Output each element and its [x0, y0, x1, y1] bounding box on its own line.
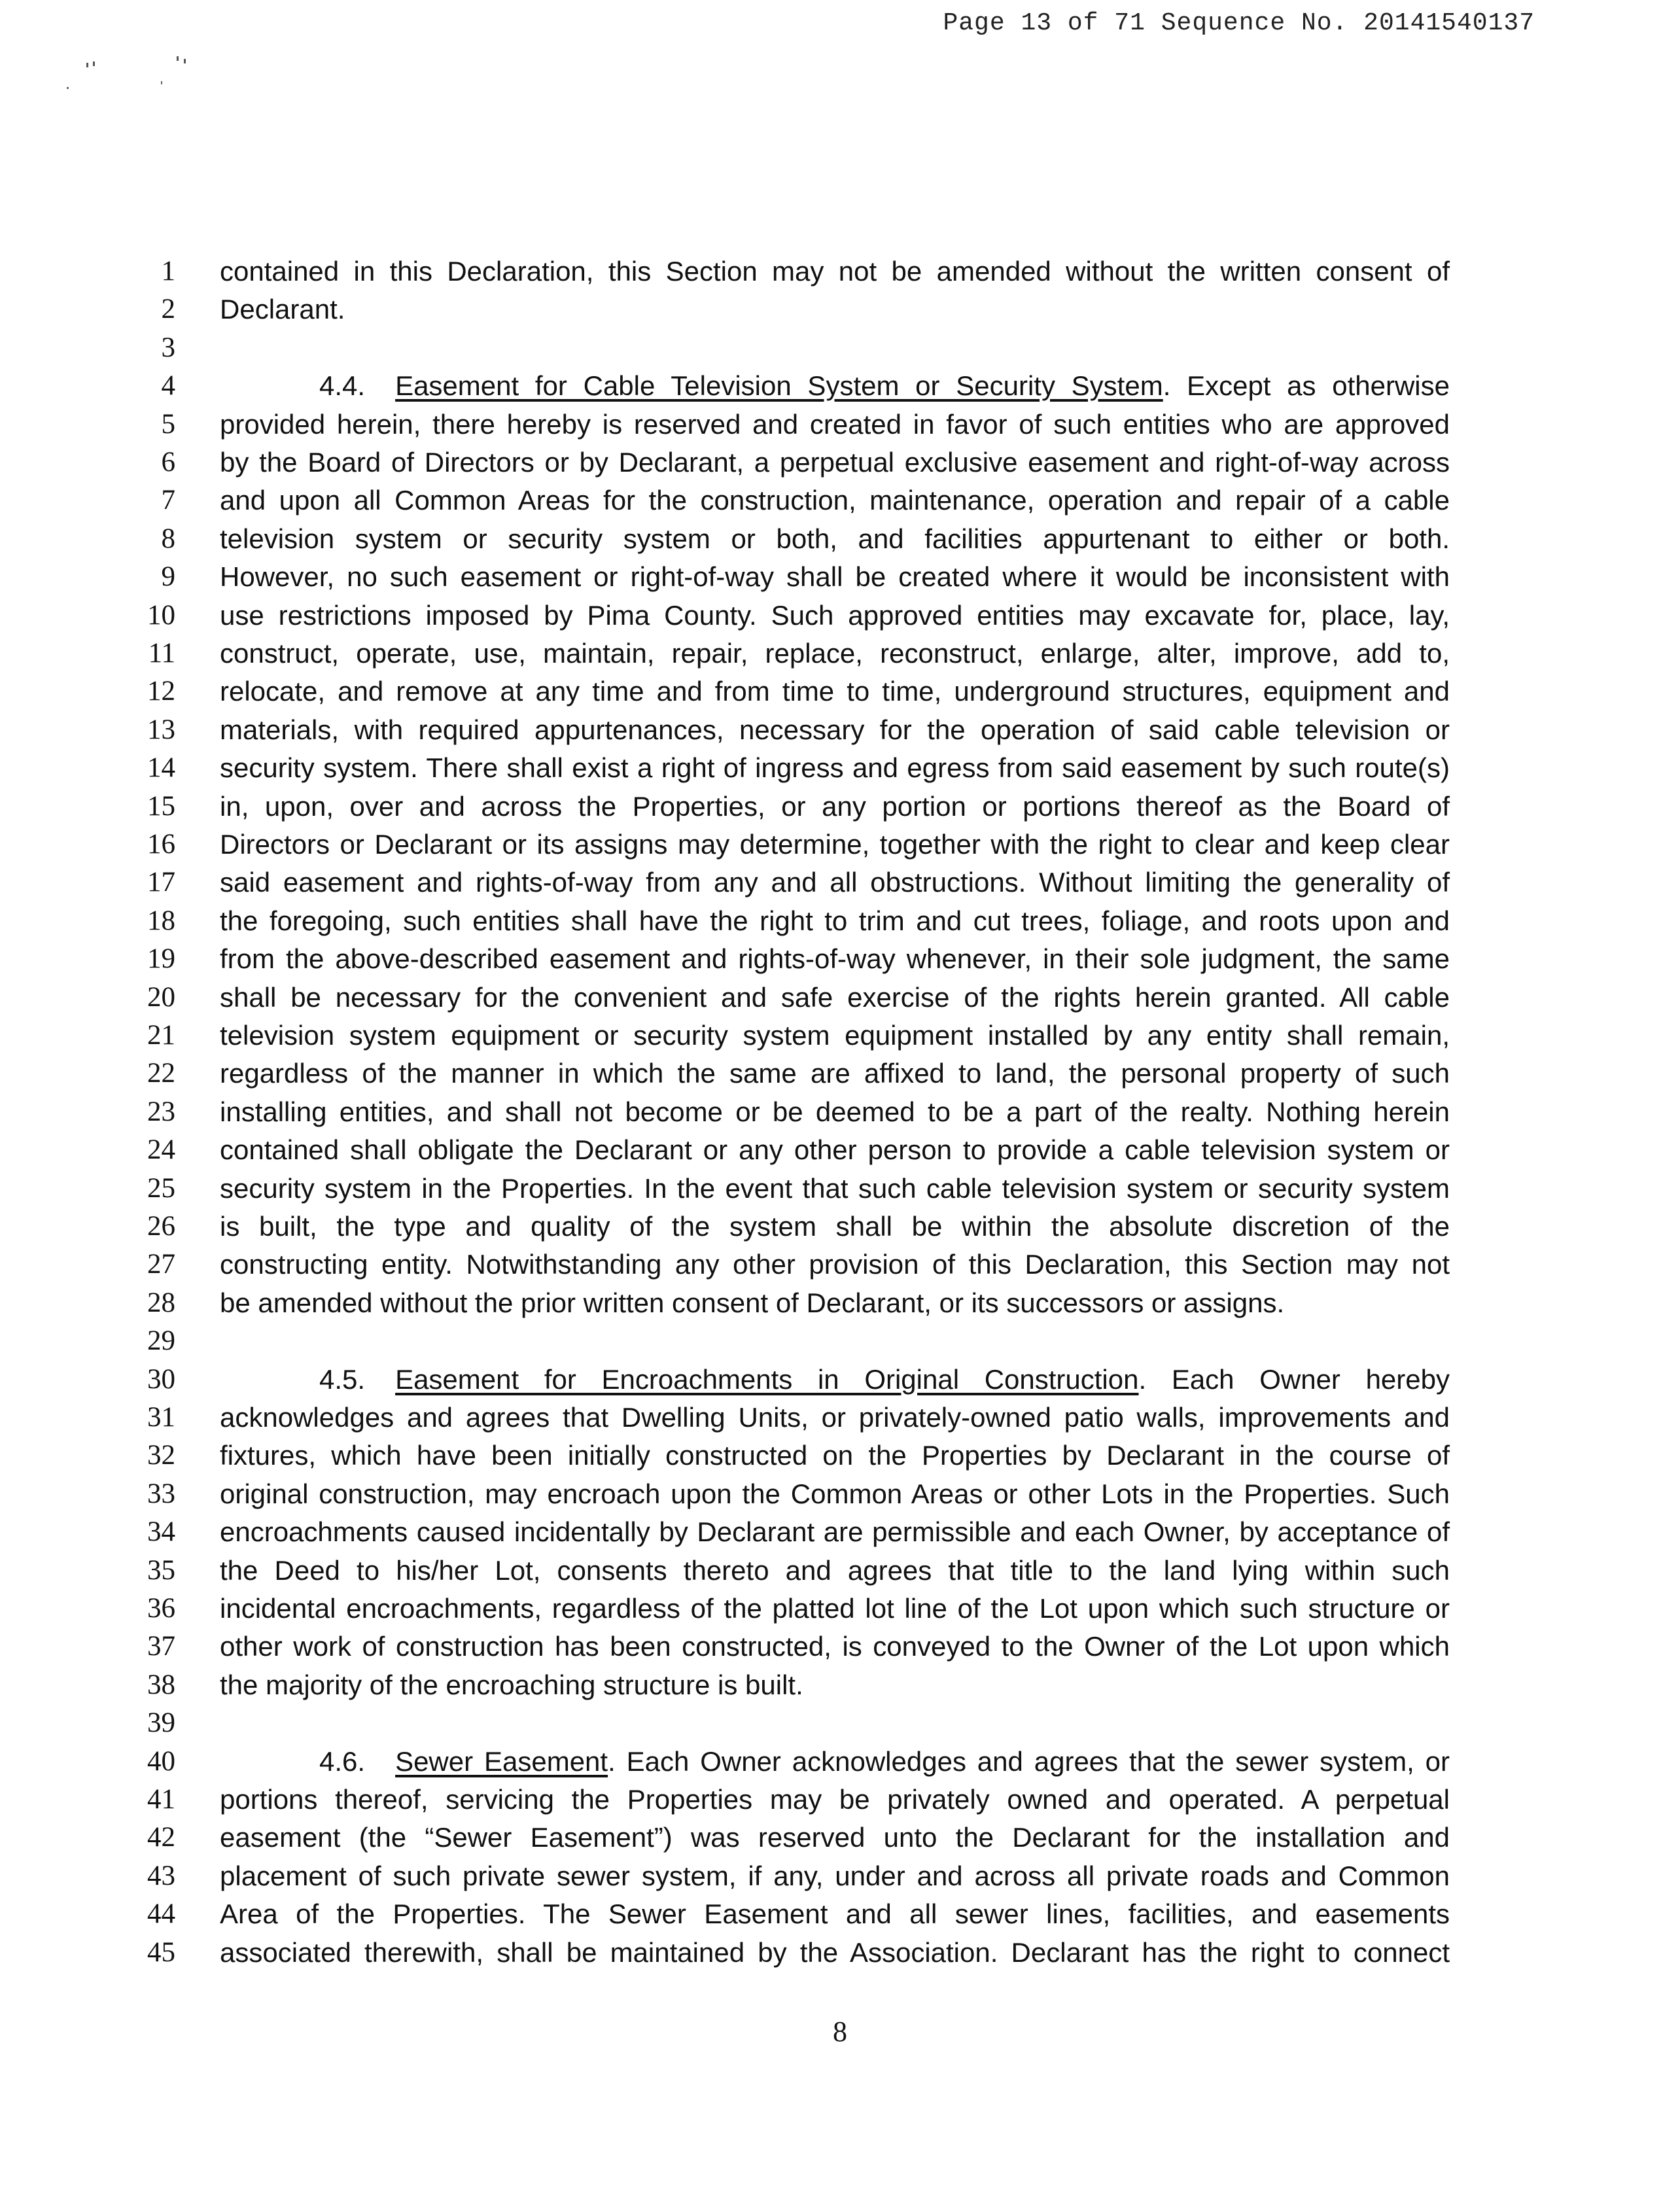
text-line: provided herein, there hereby is reserved and created in favor of such entities who are approved: [220, 409, 1450, 440]
line-number: 35: [147, 1555, 175, 1586]
line-number: 6: [161, 447, 175, 478]
text-line: placement of such private sewer system, if any, under and across all private roads and Common: [220, 1861, 1450, 1891]
line-number: 16: [147, 829, 175, 860]
line-number: 45: [147, 1937, 175, 1968]
text-line: Directors or Declarant or its assigns may determine, together with the right to clear and keep clear: [220, 829, 1450, 860]
text-line: security system in the Properties. In the event that such cable television system or security system: [220, 1173, 1450, 1204]
scan-specks: [59, 51, 216, 97]
text-line: [319, 370, 1450, 402]
line-number: 39: [147, 1707, 175, 1738]
text-line: television system equipment or security system equipment installed by any entity shall remain,: [220, 1020, 1450, 1051]
page-number: 8: [833, 2016, 847, 2048]
text-line: incidental encroachments, regardless of the platted lot line of the Lot upon which such structure or: [220, 1593, 1450, 1624]
line-number: 18: [147, 905, 175, 936]
line-number: 38: [147, 1669, 175, 1700]
text-line: construct, operate, use, maintain, repair, replace, reconstruct, enlarge, alter, improve, add to,: [220, 638, 1450, 669]
text-line: fixtures, which have been initially constructed on the Properties by Declarant in the course of: [220, 1440, 1450, 1471]
text-line: other work of construction has been constructed, is conveyed to the Owner of the Lot upon which: [220, 1631, 1450, 1662]
section-heading: Easement for Encroachments in Original Construction: [395, 1364, 1139, 1395]
line-number: 5: [161, 409, 175, 440]
text-line: associated therewith, shall be maintained by the Association. Declarant has the right to connect: [220, 1937, 1450, 1968]
line-number: 41: [147, 1784, 175, 1815]
line-number: 34: [147, 1516, 175, 1547]
text-line: is built, the type and quality of the system shall be within the absolute discretion of the: [220, 1211, 1450, 1242]
text-line: Declarant.: [220, 294, 345, 324]
text-line: shall be necessary for the convenient and safe exercise of the rights herein granted. All cable: [220, 982, 1450, 1013]
line-number: 31: [147, 1402, 175, 1433]
line-number: 19: [147, 943, 175, 974]
line-number: 4: [161, 370, 175, 401]
line-number: 17: [147, 867, 175, 898]
section-number: 4.4.: [319, 370, 366, 401]
line-number: 3: [161, 332, 175, 363]
text-line: [319, 1745, 1450, 1778]
text-line: portions thereof, servicing the Properties may be privately owned and operated. A perpetual: [220, 1784, 1450, 1815]
line-number: 8: [161, 523, 175, 554]
line-number: 10: [147, 600, 175, 631]
text-line: constructing entity. Notwithstanding any other provision of this Declaration, this Section may not: [220, 1249, 1450, 1280]
text-line: in, upon, over and across the Properties, or any portion or portions thereof as the Board of: [220, 791, 1450, 822]
text-line: materials, with required appurtenances, necessary for the operation of said cable television or: [220, 714, 1450, 745]
line-number: 12: [147, 676, 175, 707]
section-heading: Sewer Easement: [395, 1746, 608, 1777]
text-line: the foregoing, such entities shall have the right to trim and cut trees, foliage, and roots upon and: [220, 905, 1450, 936]
text-line: relocate, and remove at any time and from time to time, underground structures, equipment and: [220, 676, 1450, 707]
text-line: use restrictions imposed by Pima County. Such approved entities may excavate for, place, lay,: [220, 600, 1450, 631]
line-number: 9: [161, 561, 175, 592]
text-line: said easement and rights-of-way from any and all obstructions. Without limiting the generality of: [220, 867, 1450, 898]
text-line: be amended without the prior written consent of Declarant, or its successors or assigns.: [220, 1287, 1285, 1318]
text-line: contained in this Declaration, this Section may not be amended without the written consent of: [220, 256, 1450, 287]
line-number: 33: [147, 1478, 175, 1509]
line-number: 29: [147, 1325, 175, 1356]
line-number: 25: [147, 1173, 175, 1204]
section-heading: Easement for Cable Television System or Security System: [395, 370, 1163, 401]
text-line: regardless of the manner in which the same are affixed to land, the personal property of such: [220, 1058, 1450, 1089]
text-line: the majority of the encroaching structure is built.: [220, 1669, 803, 1700]
line-number: 23: [147, 1096, 175, 1127]
line-number: 1: [161, 256, 175, 287]
line-number: 42: [147, 1822, 175, 1853]
line-number: 30: [147, 1364, 175, 1395]
line-number: 27: [147, 1249, 175, 1280]
line-number: 32: [147, 1440, 175, 1471]
line-number: 20: [147, 982, 175, 1013]
line-number: 24: [147, 1134, 175, 1165]
line-number: 28: [147, 1287, 175, 1318]
text-line-content: . Each Owner hereby: [1138, 1364, 1450, 1395]
text-line-content: . Each Owner acknowledges and agrees that the sewer system, or: [608, 1746, 1450, 1777]
text-line: acknowledges and agrees that Dwelling Units, or privately-owned patio walls, improvements and: [220, 1402, 1450, 1433]
line-number: 14: [147, 752, 175, 783]
line-number: 22: [147, 1058, 175, 1089]
line-number: 11: [148, 638, 175, 669]
text-line: However, no such easement or right-of-way shall be created where it would be inconsistent with: [220, 561, 1450, 592]
text-line: television system or security system or both, and facilities appurtenant to either or both.: [220, 523, 1450, 554]
text-line: easement (the “Sewer Easement”) was reserved unto the Declarant for the installation and: [220, 1822, 1450, 1853]
line-number: 7: [161, 485, 175, 516]
text-line: original construction, may encroach upon the Common Areas or other Lots in the Properties. Such: [220, 1478, 1450, 1509]
line-number: 13: [147, 714, 175, 745]
text-line: from the above-described easement and rights-of-way whenever, in their sole judgment, the same: [220, 943, 1450, 974]
section-number: 4.6.: [319, 1746, 366, 1777]
text-line: the Deed to his/her Lot, consents thereto and agrees that title to the land lying within such: [220, 1555, 1450, 1586]
text-line: by the Board of Directors or by Declarant, a perpetual exclusive easement and right-of-way across: [220, 447, 1450, 478]
line-number: 43: [147, 1861, 175, 1891]
line-number: 26: [147, 1211, 175, 1242]
text-line: [319, 1363, 1450, 1396]
line-number: 2: [161, 294, 175, 324]
line-number: 21: [147, 1020, 175, 1051]
line-number: 15: [147, 791, 175, 822]
text-line: and upon all Common Areas for the construction, maintenance, operation and repair of a cable: [220, 485, 1450, 516]
text-line: installing entities, and shall not become or be deemed to be a part of the realty. Nothing herein: [220, 1096, 1450, 1127]
line-number: 44: [147, 1898, 175, 1929]
section-number: 4.5.: [319, 1364, 366, 1395]
text-line: contained shall obligate the Declarant or any other person to provide a cable television system or: [220, 1134, 1450, 1165]
line-number: 40: [147, 1746, 175, 1777]
page-sequence-header: Page 13 of 71 Sequence No. 20141540137: [943, 9, 1535, 37]
line-number: 37: [147, 1631, 175, 1662]
line-number: 36: [147, 1593, 175, 1624]
text-line: encroachments caused incidentally by Declarant are permissible and each Owner, by acceptance of: [220, 1516, 1450, 1547]
text-line-content: . Except as otherwise: [1163, 370, 1450, 401]
text-line: security system. There shall exist a right of ingress and egress from said easement by such route(s): [220, 752, 1450, 783]
text-line: Area of the Properties. The Sewer Easement and all sewer lines, facilities, and easements: [220, 1898, 1450, 1929]
